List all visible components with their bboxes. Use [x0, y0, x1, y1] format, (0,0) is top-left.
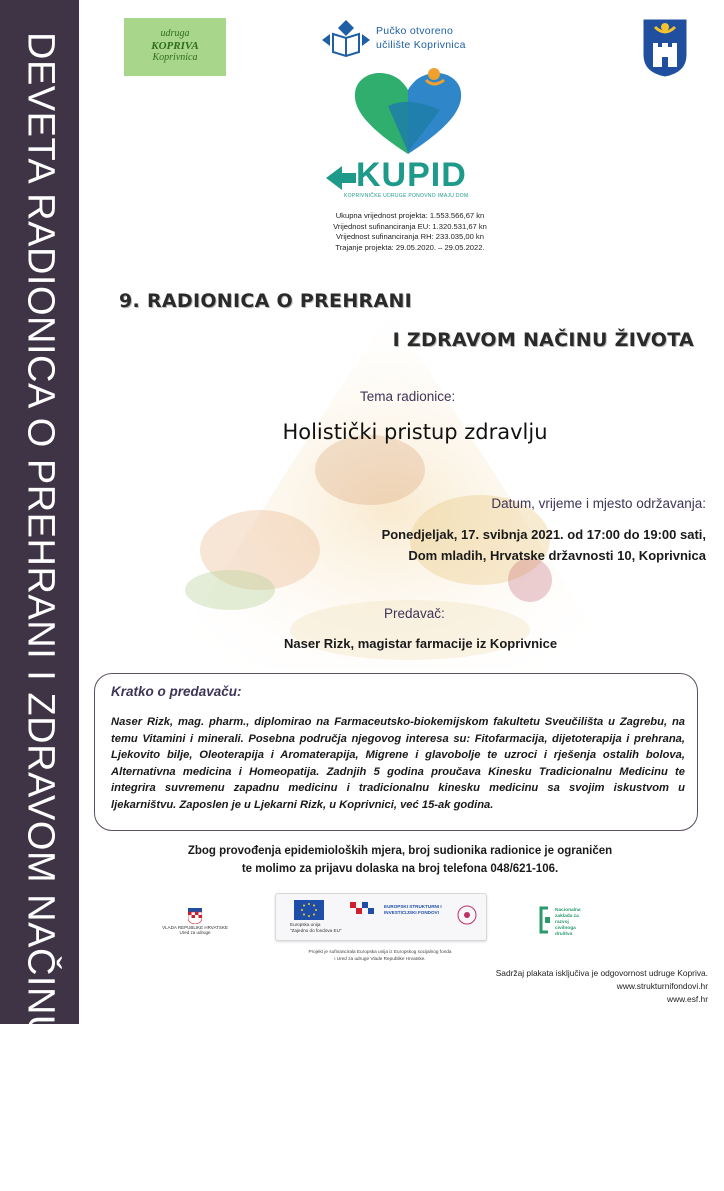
- project-eu-funding: Vrijednost sufinanciranja EU: 1.320.531,67 kn: [333, 221, 487, 231]
- eu-flag-icon: [294, 900, 324, 920]
- project-rh-funding: Vrijednost sufinanciranja RH: 233.035,00 kn: [336, 232, 484, 241]
- kupid-logo: [322, 156, 492, 204]
- koprivnica-coat-of-arms-icon: [641, 17, 689, 79]
- eu-caption: [290, 922, 342, 933]
- funding-note: [280, 948, 480, 962]
- esi-funds-icon: [348, 900, 382, 922]
- croatia-shield-icon: [188, 908, 202, 924]
- vertical-title: DEVETA RADIONICA O PREHRANI I ZDRAVOM NAČINU ŽIVOTA: [19, 32, 62, 1191]
- project-info: [300, 211, 520, 253]
- kupid-tagline: KOPRIVNIČKE UDRUGE PONOVNO IMAJU DOM.: [344, 193, 471, 199]
- workshop-theme: Holistički pristup zdravlju: [282, 420, 548, 444]
- hr-gov-sub: Ured za udruge: [179, 930, 211, 935]
- esi-caption: EUROPSKI STRUKTURNI I INVESTICIJSKI FONDOVI: [384, 904, 442, 915]
- location-line: Dom mladih, Hrvatske državnosti 10, Koprivnica: [408, 548, 706, 563]
- project-duration: Trajanje projekta: 29.05.2020. – 29.05.2022.: [335, 242, 485, 252]
- nzrcd-line: razvoj: [555, 920, 569, 925]
- uciliste-line: Pučko otvoreno: [376, 25, 454, 37]
- lecturer-bio-box: [94, 673, 698, 831]
- uciliste-logo: [320, 20, 500, 60]
- hr-gov-caption: VLADA REPUBLIKE HRVATSKE: [162, 925, 228, 930]
- lecturer-label: Predavač:: [384, 606, 445, 621]
- nzrcd-line: Nacionalna: [555, 908, 581, 913]
- poster-title-line2: I ZDRAVOM NAČINU ŽIVOTA: [392, 329, 694, 351]
- notice-line: Zbog provođenja epidemioloških mjera, broj sudionika radionice je ograničen: [187, 845, 613, 857]
- udruga-logo-line: Koprivnica: [152, 52, 198, 63]
- poster-title-line1: 9. RADIONICA O PREHRANI: [119, 290, 413, 312]
- eu-funding-logos: [275, 893, 487, 941]
- book-icon: [320, 20, 372, 60]
- bio-title: Kratko o predavaču:: [111, 684, 242, 699]
- project-total-value: Ukupna vrijednost projekta: 1.553.566,67 kn: [335, 211, 485, 220]
- funding-note-line: i Ured za udruge Vlade Republike Hrvatske.: [334, 956, 426, 961]
- udruga-logo-line: udruga: [160, 28, 190, 39]
- uciliste-name: [376, 24, 466, 52]
- nzrcd-name: [555, 908, 581, 938]
- website-link[interactable]: www.esf.hr: [667, 994, 708, 1004]
- food-pyramid-background-image: [150, 300, 630, 680]
- notice-line: te molimo za prijavu dolaska na broj telefona 048/621-106.: [241, 863, 559, 875]
- vertical-title-bar: [0, 0, 79, 1191]
- udruga-kopriva-logo: [124, 18, 226, 76]
- nzrcd-logo: [538, 906, 598, 938]
- ured-za-udruge-icon: [456, 904, 478, 926]
- kupid-wordmark: KUPID: [356, 156, 467, 194]
- nzrcd-line: zaklada za: [555, 914, 579, 919]
- udruga-logo-line: KOPRIVA: [151, 40, 199, 52]
- eu-caption-line: Europska unija: [290, 922, 321, 927]
- theme-label: Tema radionice:: [360, 389, 456, 404]
- funding-note-line: Projekt je sufinancirala Europska unija iz Europskog socijalnog fonda: [308, 949, 452, 954]
- lecturer-name: Naser Rizk, magistar farmacije iz Koprivnice: [284, 636, 558, 651]
- bracket-icon: [538, 906, 554, 934]
- datetime-line: Ponedjeljak, 17. svibnja 2021. od 17:00 do 19:00 sati,: [381, 527, 706, 542]
- eu-fund-line: "Zajedno do fondova EU": [290, 927, 342, 933]
- croatian-government-logo: [155, 908, 235, 935]
- disclaimer: Sadržaj plakata isključiva je odgovornost udruge Kopriva.: [495, 968, 708, 978]
- bio-text: Naser Rizk, mag. pharm., diplomirao na Farmaceutsko-biokemijskom fakultetu Sveučilišta u Zagrebu, na temu Vitamini i minerali. Posebna područja njegovog interesa su: Fitofarmacija, dijetoterapija i prehrana, Ljekovito bilje, Oleoterapija i Aromaterapija, Migrene i glavobolje te uzroci i rješenja ostalih bolova, Alternativna medicina i Homeopatija. Zadnjih 5 godina proučava Kinesku Tradicionalnu Medicinu te integrira suvremenu zapadnu medicinu i tradicionalnu kinesku medicinu sa svojim iskustvom u ljekarništvu. Zaposlen je u Ljekarni Rizk, u Koprivnici, već 15-ak godina.: [111, 716, 685, 811]
- uciliste-line: učilište Koprivnica: [376, 39, 466, 51]
- nzrcd-line: društva: [555, 932, 573, 937]
- datetime-label: Datum, vrijeme i mjesto održavanja:: [491, 496, 706, 511]
- kupid-heart-logo: [348, 66, 468, 158]
- website-link[interactable]: www.strukturnifondovi.hr: [616, 981, 708, 991]
- nzrcd-line: civilnoga: [555, 926, 576, 931]
